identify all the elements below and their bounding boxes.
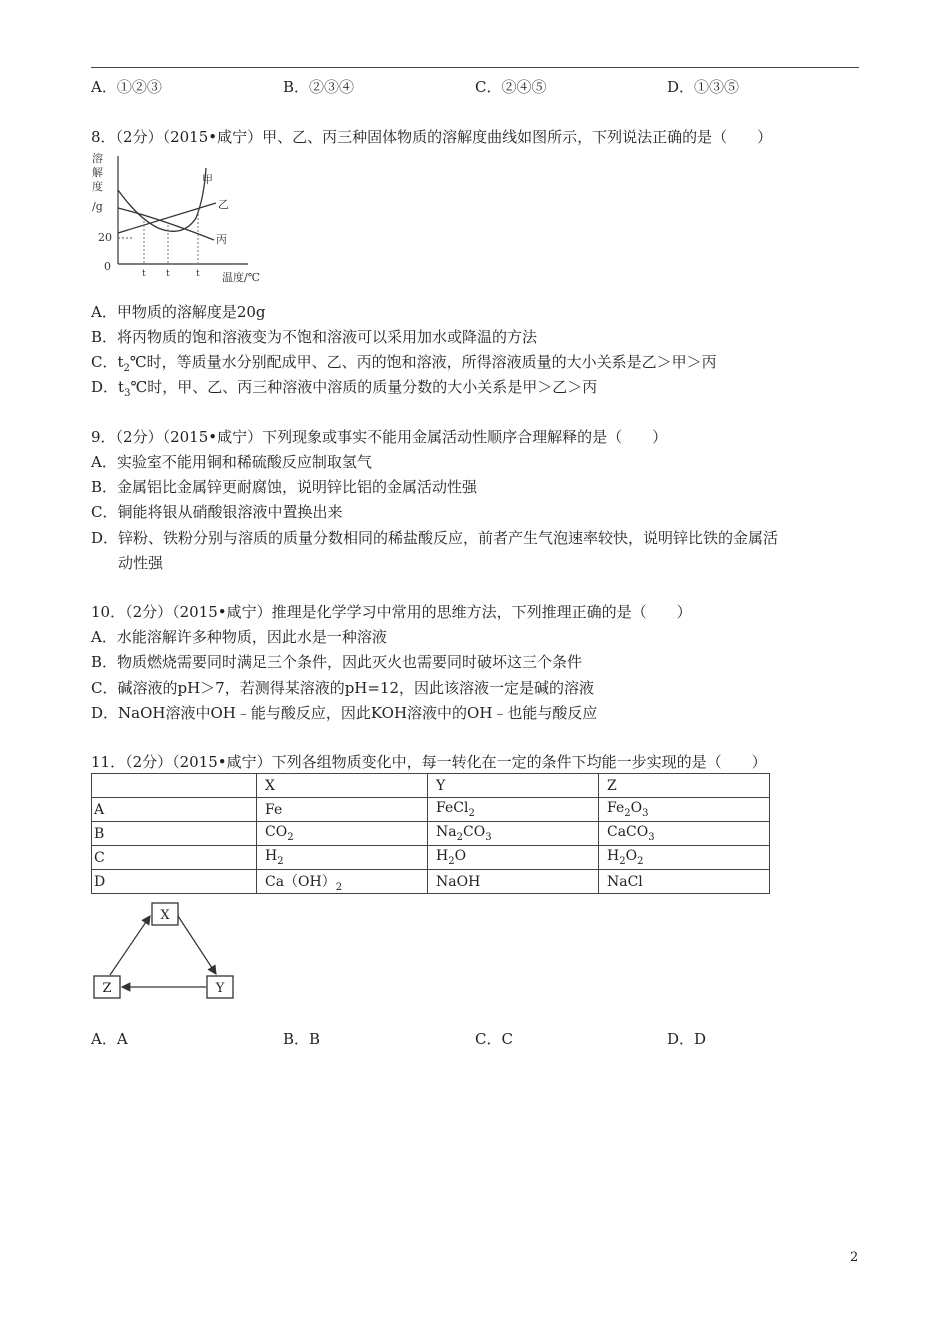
q8-option-d[interactable] [91,376,597,399]
q11-table [91,773,770,894]
q10-option-d[interactable]: D．NaOH溶液中OH﹣能与酸反应，因此KOH溶液中的OH﹣也能与酸反应 [91,704,598,722]
cell-z-sub: 2 [619,855,626,867]
cell-z-text-2: O [625,848,638,865]
prev-option-a[interactable]: A．①②③ [91,78,162,96]
cell-z-text-2: O [630,800,643,817]
header-cell-z: Z [599,774,770,798]
cell-x: Fe [257,798,428,822]
q11-stem: 11．（2分）（2015•咸宁）下列各组物质变化中，每一转化在一定的条件下均能一步实现的是（ ） [91,753,767,771]
q9-option-d-line1[interactable]: D．锌粉、铁粉分别与溶质的质量分数相同的稀盐酸反应，前者产生气泡速率较快，说明锌比铁的金属活 [91,529,779,547]
arrow-z-to-x [110,916,150,975]
q8-stem: 8．（2分）（2015•咸宁）甲、乙、丙三种固体物质的溶解度曲线如图所示，下列说法正确的是（ ） [91,128,773,146]
q8-option-c-pre: C．t [91,353,124,371]
q9-stem: 9．（2分）（2015•咸宁）下列现象或事实不能用金属活动性顺序合理解释的是（ ） [91,428,668,446]
t-tick-2: t [166,269,170,279]
header-cell-empty [92,774,257,798]
q8-option-c-post: ℃时，等质量水分别配成甲、乙、丙的饱和溶液，所得溶液质量的大小关系是乙＞甲＞丙 [129,353,717,371]
cell-x [257,870,428,894]
cell-y-sub: 2 [448,855,455,867]
cell-z [599,846,770,870]
cell-x-text: CO [265,824,288,841]
cell-z-text: H [607,848,620,865]
q8-option-a[interactable]: A．甲物质的溶解度是20g [91,303,266,321]
cell-z [599,822,770,846]
cell-z-sub: 2 [624,807,631,819]
q8-option-c[interactable] [91,351,717,374]
curve-label-jia: 甲 [202,173,213,186]
q10-option-b[interactable]: B．物质燃烧需要同时满足三个条件，因此灭火也需要同时破坏这三个条件 [91,653,583,671]
cell-y-text: FeCl [436,800,469,817]
row-label: B [92,822,257,846]
q10-option-a[interactable]: A．水能溶解许多种物质，因此水是一种溶液 [91,628,387,646]
row-label: D [92,870,257,894]
cell-y [428,846,599,870]
row-label: A [92,798,257,822]
cell-y-text-2: CO [462,824,486,841]
q9-option-b[interactable]: B．金属铝比金属锌更耐腐蚀，说明锌比铝的金属活动性强 [91,478,478,496]
cell-y: NaOH [428,870,599,894]
table-row [92,846,770,870]
cell-z [599,798,770,822]
table-row [92,798,770,822]
node-x-label: X [160,908,170,923]
cell-y [428,822,599,846]
cell-x-sub: 2 [287,831,294,843]
cell-y-sub: 2 [456,831,463,843]
cell-y [428,798,599,822]
q11-option-b[interactable]: B．B [283,1030,321,1048]
cell-z-sub-2: 3 [642,807,649,819]
cell-y-sub: 2 [468,807,475,819]
page-number: 2 [850,1250,859,1265]
cell-x-sub: 2 [277,855,284,867]
t-tick-3: t [196,269,200,279]
t-tick-1: t [142,269,146,279]
cell-z-text: Fe [607,800,625,817]
x-axis-label: 温度/℃ [222,271,261,284]
header-cell-x: X [257,774,428,798]
prev-option-c[interactable]: C．②④⑤ [475,78,547,96]
q8-option-d-post: ℃时，甲、乙、丙三种溶液中溶质的质量分数的大小关系是甲＞乙＞丙 [130,378,598,396]
curve-label-yi: 乙 [218,198,229,211]
prev-option-d[interactable]: D．①③⑤ [667,78,740,96]
ylabel-char-3: 度 [92,180,103,193]
curve-bing [118,208,214,240]
prev-options [91,76,859,97]
cell-y-text: H [436,848,449,865]
cell-x [257,822,428,846]
cell-x-sub: 2 [335,881,343,893]
node-z-label: Z [102,981,112,996]
cell-y-text: Na [436,824,457,841]
q9-option-c[interactable]: C．铜能将银从硝酸银溶液中置换出来 [91,503,343,521]
cell-z: NaCl [599,870,770,894]
y-tick-20: 20 [98,231,112,244]
q11-option-c[interactable]: C．C [475,1030,513,1048]
cell-x [257,846,428,870]
ylabel-char-2: 解 [92,166,103,179]
q9-option-d-line2[interactable]: 动性强 [118,554,164,572]
cell-x-text: H [265,848,278,865]
table-header-row [92,774,770,798]
ylabel-char-4: /g [92,200,103,213]
q11-option-a[interactable]: A．A [91,1030,128,1048]
cell-y-sub-2: 3 [485,831,492,843]
q11-option-d[interactable]: D．D [667,1030,707,1048]
table-row [92,822,770,846]
q8-option-d-sub: 3 [124,388,131,399]
cell-y-text-2: O [454,848,467,865]
q8-option-c-sub: 2 [123,363,130,374]
q10-stem: 10．（2分）（2015•咸宁）推理是化学学习中常用的思维方法，下列推理正确的是（ ） [91,603,692,621]
table-row [92,870,770,894]
curve-label-bing: 丙 [216,233,227,246]
node-y-label: Y [215,981,225,996]
conversion-diagram [90,900,240,1004]
row-label: C [92,846,257,870]
cell-z-sub: 3 [648,831,655,843]
cell-z-text: CaCO [607,824,649,841]
cell-x-text: Ca（OH） [265,873,336,890]
q8-option-d-pre: D．t [91,378,125,396]
origin-label: 0 [104,260,111,273]
header-cell-y: Y [428,774,599,798]
q11-options [91,1028,859,1049]
q9-option-a[interactable]: A．实验室不能用铜和稀硫酸反应制取氢气 [91,453,372,471]
q10-option-c[interactable]: C．碱溶液的pH＞7，若测得某溶液的pH=12，因此该溶液一定是碱的溶液 [91,679,595,697]
prev-option-b[interactable]: B．②③④ [283,78,355,96]
curve-jia [118,168,206,231]
cell-z-sub-2: 2 [637,855,644,867]
ylabel-char-1: 溶 [92,152,103,165]
arrow-x-to-y [178,916,216,974]
q8-option-b[interactable]: B．将丙物质的饱和溶液变为不饱和溶液可以采用加水或降温的方法 [91,328,538,346]
top-rule [91,67,859,68]
solubility-graph [88,148,278,288]
